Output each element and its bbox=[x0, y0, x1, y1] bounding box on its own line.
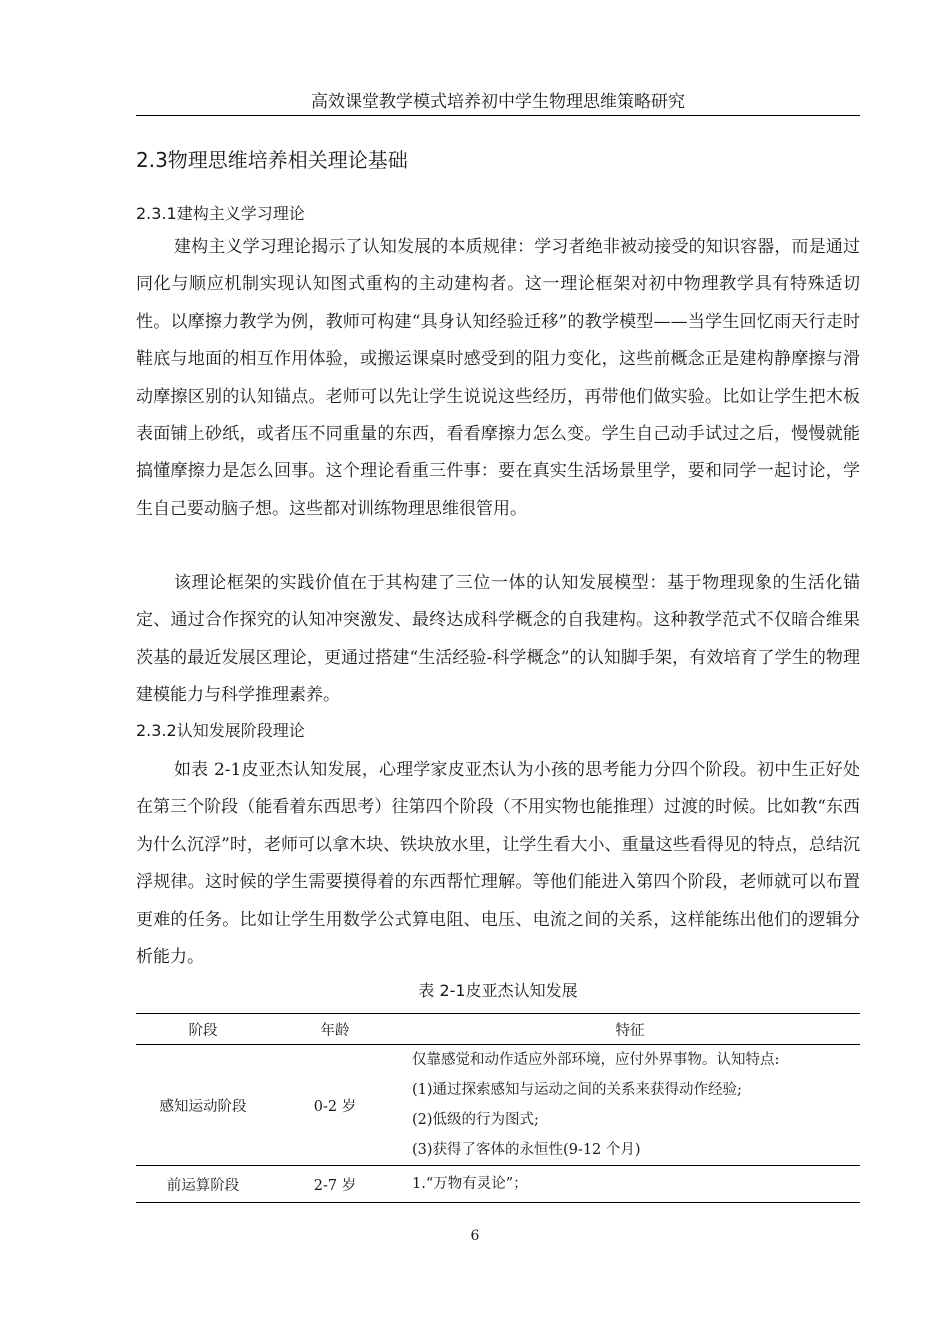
table-header-row bbox=[136, 1014, 860, 1045]
table-row bbox=[136, 1166, 860, 1203]
paragraph: 建构主义学习理论揭示了认知发展的本质规律：学习者绝非被动接受的知识容器，而是通过同化与顺应机制实现认知图式重构的主动建构者。这一理论框架对初中物理教学具有特殊适切性。以摩擦力教学为例，教师可构建“具身认知经验迁移”的教学模型——当学生回忆雨天行走时鞋底与地面的相互作用体验，或搬运课桌时感受到的阻力变化，这些前概念正是建构静摩擦与滑动摩擦区别的认知锚点。老师可以先让学生说说这些经历，再带他们做实验。比如让学生把木板表面铺上砂纸，或者压不同重量的东西，看看摩擦力怎么变。学生自己动手试过之后，慢慢就能搞懂摩擦力是怎么回事。这个理论看重三件事：要在真实生活场景里学，要和同学一起讨论，学生自己要动脑子想。这些都对训练物理思维很管用。 bbox=[136, 237, 860, 519]
column-header-age: 年龄 bbox=[270, 1014, 400, 1045]
section-heading: 2.3物理思维培养相关理论基础 bbox=[136, 148, 408, 172]
table-row bbox=[136, 1045, 860, 1166]
column-header-features: 特征 bbox=[400, 1014, 860, 1045]
paragraph: 如表 2-1皮亚杰认知发展，心理学家皮亚杰认为小孩的思考能力分四个阶段。初中生正好处在第三个阶段（能看着东西思考）往第四个阶段（不用实物也能推理）过渡的时候。比如教“东西为什么沉浮”时，老师可以拿木块、铁块放水里，让学生看大小、重量这些看得见的特点，总结沉浮规律。这时候的学生需要摸得着的东西帮忙理解。等他们能进入第四个阶段，老师就可以布置更难的任务。比如让学生用数学公式算电阻、电压、电流之间的关系，这样能练出他们的逻辑分析能力。 bbox=[136, 760, 860, 968]
features-cell bbox=[400, 1166, 860, 1203]
column-header-stage: 阶段 bbox=[136, 1014, 270, 1045]
stage-cell: 前运算阶段 bbox=[136, 1166, 270, 1203]
feature-line: (1)通过探索感知与运动之间的关系来获得动作经验; bbox=[412, 1082, 742, 1098]
subsection-heading: 2.3.1建构主义学习理论 bbox=[136, 204, 305, 223]
paragraph: 该理论框架的实践价值在于其构建了三位一体的认知发展模型：基于物理现象的生活化锚定、通过合作探究的认知冲突激发、最终达成科学概念的自我建构。这种教学范式不仅暗合维果茨基的最近发展区理论，更通过搭建“生活经验-科学概念”的认知脚手架，有效培育了学生的物理建模能力与科学推理素养。 bbox=[136, 573, 860, 706]
feature-line: (3)获得了客体的永恒性(9-12 个月) bbox=[412, 1142, 641, 1158]
table-caption: 表 2-1皮亚杰认知发展 bbox=[418, 981, 578, 1000]
running-header: 高效课堂教学模式培养初中学生物理思维策略研究 bbox=[311, 92, 685, 112]
piaget-stage-table bbox=[136, 1013, 860, 1203]
age-cell: 2-7 岁 bbox=[270, 1166, 400, 1203]
features-cell bbox=[400, 1045, 860, 1166]
feature-line: 1.“万物有灵论”； bbox=[412, 1176, 528, 1192]
feature-line: 仅靠感觉和动作适应外部环境，应付外界事物。认知特点: bbox=[412, 1052, 780, 1068]
header-rule bbox=[136, 115, 860, 116]
page-number: 6 bbox=[470, 1228, 480, 1244]
age-cell: 0-2 岁 bbox=[270, 1045, 400, 1166]
stage-cell: 感知运动阶段 bbox=[136, 1045, 270, 1166]
subsection-heading: 2.3.2认知发展阶段理论 bbox=[136, 721, 305, 740]
feature-line: (2)低级的行为图式; bbox=[412, 1112, 539, 1128]
